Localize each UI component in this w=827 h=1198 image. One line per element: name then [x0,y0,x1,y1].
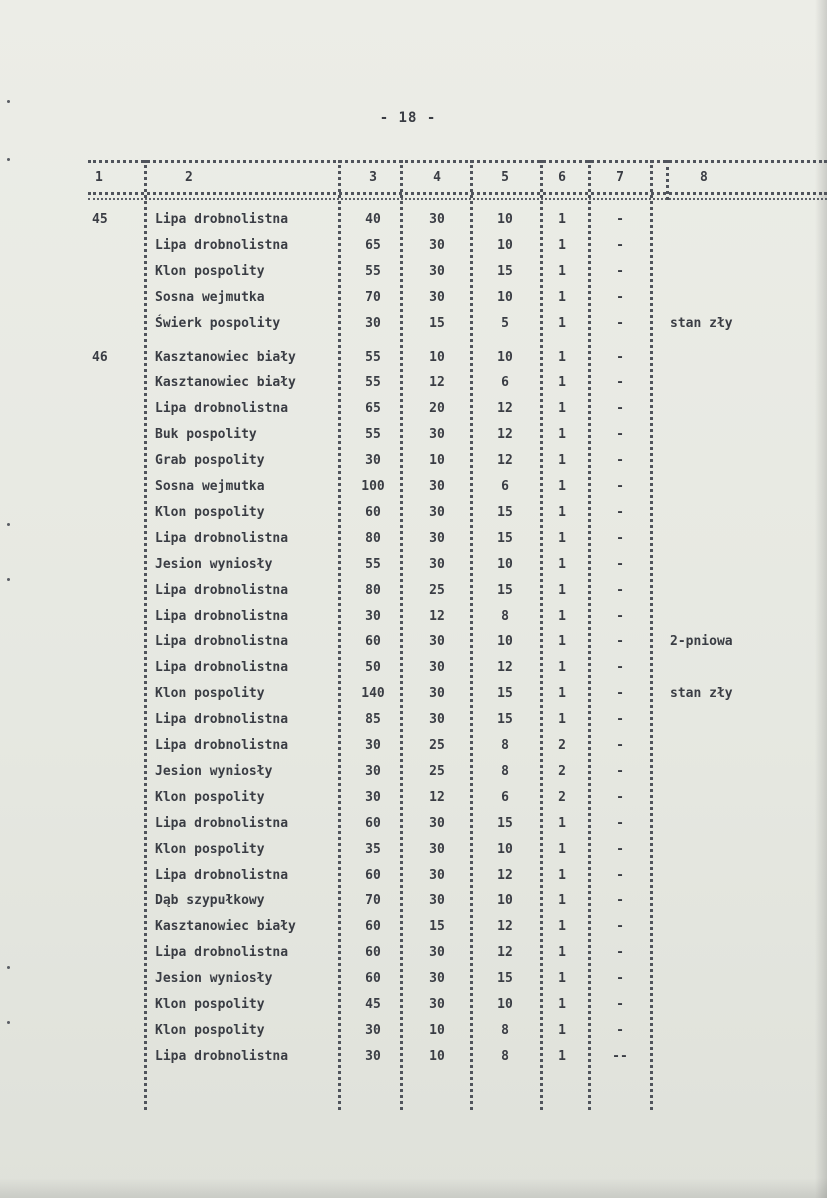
cell-col-4: 30 [429,712,445,728]
cell-col-2: Jesion wyniosły [155,971,273,987]
cell-col-2: Lipa drobnolistna [155,945,289,961]
header-col-6: 6 [558,170,566,185]
cell-col-5: 8 [501,763,509,779]
cell-col-2: Lipa drobnolistna [155,738,289,753]
cell-col-5: 15 [497,263,513,279]
cell-col-6: 1 [558,375,566,391]
cell-col-6: 1 [558,945,566,961]
cell-col-3: 30 [365,763,381,779]
cell-col-2: Sosna wejmutka [155,289,265,305]
cell-col-3: 85 [365,712,381,728]
cell-col-6: 1 [558,608,566,624]
cell-col-5: 10 [497,212,513,227]
cell-col-5: 12 [497,919,513,935]
cell-col-7: - [616,453,624,469]
cell-col-4: 30 [429,427,445,443]
cell-col-7: - [616,686,624,702]
cell-col-3: 60 [365,815,381,831]
cell-col-4: 20 [429,401,445,417]
cell-col-6: 1 [558,919,566,935]
cell-col-5: 8 [501,608,509,624]
cell-col-3: 30 [365,453,381,469]
cell-col-7: - [616,608,624,624]
cell-col-7: - [616,504,624,520]
cell-col-2: Sosna wejmutka [155,479,265,494]
cell-col-5: 12 [497,945,513,961]
cell-col-7: - [616,375,624,391]
cell-col-2: Klon pospolity [155,504,265,520]
cell-col-5: 6 [501,375,509,391]
cell-col-3: 60 [365,634,381,650]
page-number: - 18 - [379,110,437,126]
cell-col-7: - [616,427,624,443]
cell-col-2: Lipa drobnolistna [155,1048,289,1064]
cell-col-6: 1 [558,660,566,676]
cell-col-3: 30 [365,608,381,624]
cell-col-7: - [616,212,624,227]
cell-col-6: 1 [558,815,566,831]
cell-col-4: 12 [429,608,445,624]
cell-col-5: 12 [497,453,513,469]
cell-col-6: 1 [558,634,566,650]
header-col-2: 2 [185,170,193,185]
cell-col-7: - [616,971,624,987]
cell-col-3: 30 [365,738,381,753]
cell-col-4: 12 [429,375,445,391]
cell-col-7: - [616,479,624,494]
cell-col-6: 1 [558,582,566,598]
cell-col-2: Grab pospolity [155,453,265,469]
cell-col-6: 1 [558,997,566,1012]
cell-col-6: 1 [558,427,566,443]
cell-col-2: Klon pospolity [155,841,265,857]
column-divider [470,160,473,1110]
page-edge-shadow [815,0,827,1198]
cell-col-7: - [616,1022,624,1038]
cell-col-5: 15 [497,504,513,520]
cell-col-4: 30 [429,841,445,857]
cell-col-6: 1 [558,401,566,417]
cell-col-6: 1 [558,349,566,365]
cell-col-6: 1 [558,453,566,469]
cell-col-4: 30 [429,556,445,572]
cell-col-7: - [616,530,624,546]
header-col-5: 5 [501,170,509,185]
cell-col-5: 10 [497,289,513,305]
cell-col-5: 8 [501,1048,509,1064]
table-top-rule [88,160,827,163]
cell-col-7: - [616,556,624,572]
cell-col-3: 55 [365,375,381,391]
cell-col-2: Jesion wyniosły [155,556,273,572]
cell-col-6: 2 [558,738,566,753]
cell-col-4: 30 [429,997,445,1012]
cell-col-7: - [616,919,624,935]
cell-col-2: Klon pospolity [155,997,265,1012]
cell-col-4: 25 [429,738,445,753]
cell-col-2: Kasztanowiec biały [155,375,296,391]
cell-col-3: 70 [365,893,381,909]
cell-col-2: Lipa drobnolistna [155,237,289,253]
cell-col-1: 46 [92,349,108,365]
cell-col-3: 65 [365,401,381,417]
cell-col-4: 30 [429,945,445,961]
cell-col-7: - [616,263,624,279]
cell-col-6: 1 [558,556,566,572]
margin-dot [7,523,10,526]
cell-col-3: 70 [365,289,381,305]
cell-col-3: 30 [365,1022,381,1038]
cell-col-5: 15 [497,971,513,987]
cell-col-7: - [616,867,624,883]
margin-dot [7,100,10,103]
cell-col-4: 15 [429,315,445,331]
cell-col-5: 10 [497,634,513,650]
cell-col-5: 8 [501,738,509,753]
cell-col-3: 60 [365,945,381,961]
cell-col-3: 55 [365,349,381,365]
cell-col-3: 40 [365,212,381,227]
cell-col-6: 1 [558,712,566,728]
cell-col-3: 50 [365,660,381,676]
cell-col-3: 60 [365,867,381,883]
cell-col-3: 80 [365,530,381,546]
page-bottom-shadow [0,1178,827,1198]
cell-col-6: 1 [558,841,566,857]
cell-col-3: 65 [365,237,381,253]
cell-col-4: 30 [429,263,445,279]
cell-col-6: 1 [558,504,566,520]
cell-col-7: - [616,738,624,753]
cell-col-5: 10 [497,237,513,253]
cell-col-4: 10 [429,453,445,469]
cell-col-2: Klon pospolity [155,1022,265,1038]
cell-col-7: - [616,660,624,676]
cell-col-4: 15 [429,919,445,935]
cell-col-4: 12 [429,789,445,805]
header-col-8: 8 [700,170,708,185]
cell-col-4: 30 [429,289,445,305]
cell-col-5: 10 [497,997,513,1012]
cell-col-6: 2 [558,763,566,779]
cell-col-2: Lipa drobnolistna [155,530,289,546]
cell-col-2: Lipa drobnolistna [155,401,289,417]
cell-col-2: Lipa drobnolistna [155,608,289,624]
cell-col-6: 1 [558,686,566,702]
cell-col-3: 35 [365,841,381,857]
cell-col-6: 1 [558,212,566,227]
cell-col-1: 45 [92,212,108,227]
cell-col-3: 55 [365,263,381,279]
cell-col-2: Lipa drobnolistna [155,582,289,598]
cell-col-7: - [616,634,624,650]
column-divider [338,160,341,1110]
cell-col-4: 25 [429,582,445,598]
cell-col-4: 30 [429,212,445,227]
cell-col-2: Lipa drobnolistna [155,712,289,728]
cell-col-6: 2 [558,789,566,805]
cell-col-3: 60 [365,971,381,987]
cell-col-4: 30 [429,634,445,650]
cell-col-8: stan zły [670,315,733,331]
cell-col-5: 6 [501,789,509,805]
cell-col-6: 1 [558,1022,566,1038]
cell-col-6: 1 [558,867,566,883]
cell-col-5: 15 [497,686,513,702]
header-col-1: 1 [95,170,103,185]
cell-col-8: 2-pniowa [670,634,733,650]
cell-col-7: - [616,315,624,331]
cell-col-2: Dąb szypułkowy [155,893,265,909]
cell-col-7: - [616,997,624,1012]
cell-col-6: 1 [558,893,566,909]
header-col-3: 3 [369,170,377,185]
cell-col-2: Klon pospolity [155,263,265,279]
cell-col-7: - [616,582,624,598]
cell-col-5: 12 [497,867,513,883]
cell-col-4: 10 [429,1048,445,1064]
cell-col-2: Buk pospolity [155,427,257,443]
cell-col-4: 30 [429,971,445,987]
cell-col-5: 10 [497,556,513,572]
column-divider [666,160,669,200]
cell-col-5: 8 [501,1022,509,1038]
cell-col-5: 10 [497,841,513,857]
cell-col-2: Lipa drobnolistna [155,867,289,883]
cell-col-4: 30 [429,237,445,253]
cell-col-5: 15 [497,530,513,546]
cell-col-7: - [616,893,624,909]
cell-col-6: 1 [558,289,566,305]
cell-col-4: 25 [429,763,445,779]
cell-col-7: - [616,712,624,728]
margin-dot [7,1021,10,1024]
column-divider [650,160,653,1110]
cell-col-7: - [616,945,624,961]
column-divider [144,160,147,1110]
cell-col-2: Lipa drobnolistna [155,634,289,650]
column-divider [400,160,403,1110]
cell-col-3: 30 [365,315,381,331]
cell-col-2: Jesion wyniosły [155,763,273,779]
cell-col-7: - [616,289,624,305]
cell-col-2: Lipa drobnolistna [155,212,289,227]
cell-col-5: 10 [497,349,513,365]
cell-col-3: 55 [365,556,381,572]
cell-col-6: 1 [558,263,566,279]
cell-col-2: Lipa drobnolistna [155,815,289,831]
cell-col-2: Klon pospolity [155,789,265,805]
cell-col-5: 15 [497,712,513,728]
cell-col-7: - [616,237,624,253]
cell-col-7: -- [612,1048,628,1064]
cell-col-7: - [616,763,624,779]
cell-col-5: 12 [497,660,513,676]
cell-col-5: 12 [497,427,513,443]
cell-col-5: 10 [497,893,513,909]
margin-dot [7,966,10,969]
cell-col-4: 30 [429,686,445,702]
cell-col-2: Klon pospolity [155,686,265,702]
cell-col-4: 10 [429,349,445,365]
cell-col-4: 30 [429,504,445,520]
cell-col-2: Kasztanowiec biały [155,919,296,935]
cell-col-7: - [616,815,624,831]
cell-col-4: 30 [429,893,445,909]
cell-col-7: - [616,841,624,857]
cell-col-6: 1 [558,1048,566,1064]
cell-col-5: 6 [501,479,509,494]
cell-col-6: 1 [558,479,566,494]
header-col-4: 4 [433,170,441,185]
header-double-rule [88,198,827,200]
cell-col-7: - [616,401,624,417]
margin-dot [7,578,10,581]
cell-col-5: 12 [497,401,513,417]
cell-col-3: 80 [365,582,381,598]
cell-col-3: 30 [365,789,381,805]
cell-col-3: 100 [361,479,385,494]
cell-col-7: - [616,349,624,365]
cell-col-2: Lipa drobnolistna [155,660,289,676]
cell-col-3: 45 [365,997,381,1012]
cell-col-3: 60 [365,504,381,520]
cell-col-4: 30 [429,530,445,546]
cell-col-8: stan zły [670,686,733,702]
cell-col-5: 15 [497,582,513,598]
cell-col-4: 30 [429,479,445,494]
cell-col-6: 1 [558,530,566,546]
header-col-7: 7 [616,170,624,185]
margin-dot [7,158,10,161]
cell-col-5: 5 [501,315,509,331]
cell-col-5: 15 [497,815,513,831]
cell-col-4: 10 [429,1022,445,1038]
cell-col-4: 30 [429,815,445,831]
cell-col-6: 1 [558,315,566,331]
cell-col-3: 55 [365,427,381,443]
cell-col-7: - [616,789,624,805]
cell-col-4: 30 [429,660,445,676]
cell-col-3: 60 [365,919,381,935]
cell-col-3: 140 [361,686,385,702]
cell-col-2: Kasztanowiec biały [155,349,296,365]
cell-col-3: 30 [365,1048,381,1064]
cell-col-2: Świerk pospolity [155,315,281,331]
cell-col-4: 30 [429,867,445,883]
cell-col-6: 1 [558,237,566,253]
cell-col-6: 1 [558,971,566,987]
header-bottom-rule [88,192,827,195]
